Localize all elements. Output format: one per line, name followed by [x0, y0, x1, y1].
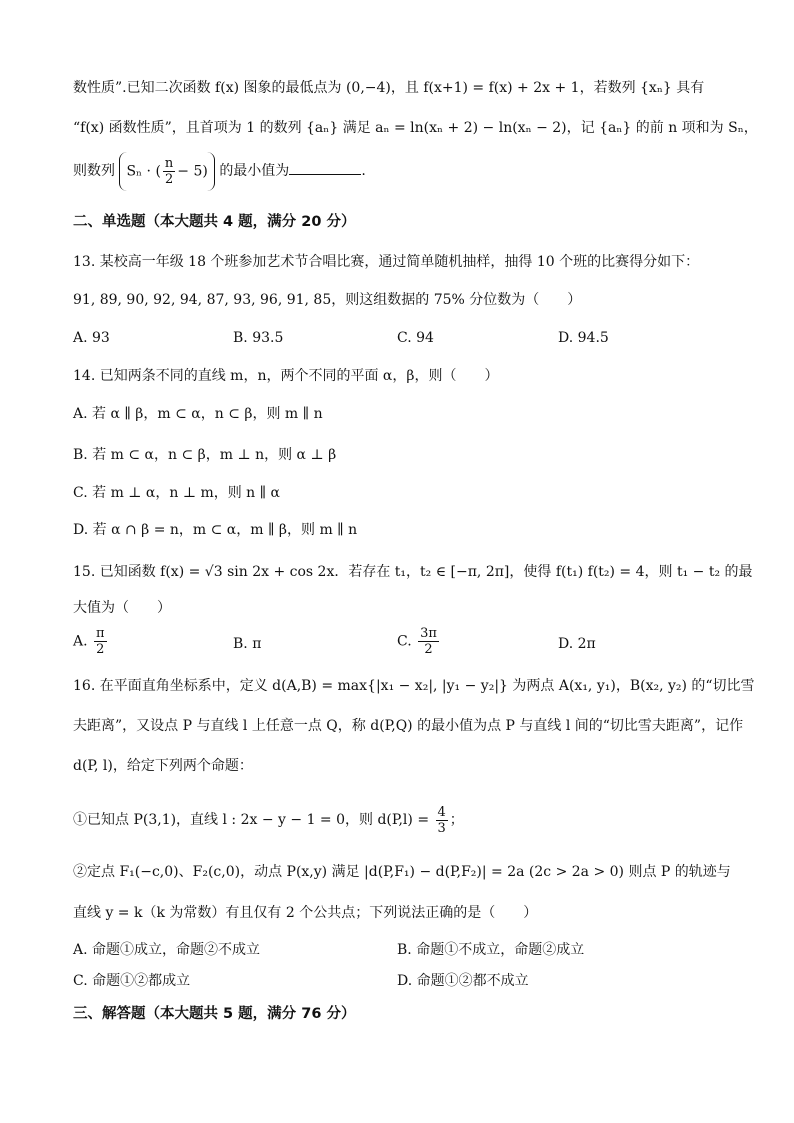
q15-option-c-label: C.: [397, 633, 412, 650]
q12-line-3-prefix: 则数列: [73, 163, 115, 179]
q13-data: 91, 89, 90, 92, 94, 87, 93, 96, 91, 85，则这组数据的 75% 分位数为（ ）: [73, 292, 582, 308]
answer-blank: [289, 160, 361, 175]
answer-blank-period: .: [361, 163, 366, 179]
q15-stem-cont: 大值为（ ）: [73, 600, 171, 616]
q15-option-c: [397, 626, 441, 657]
section-3-title: 三、解答题（本大题共 5 题，满分 76 分）: [73, 1006, 356, 1022]
q14-stem: 14. 已知两条不同的直线 m，n，两个不同的平面 α，β，则（ ）: [73, 368, 499, 384]
fraction-denominator: 2: [96, 642, 105, 657]
q15-stem: 15. 已知函数 f(x) = √3 sin 2x + cos 2x．若存在 t₁，t₂ ∈ [−π, 2π]，使得 f(t₁) f(t₂) = 4，则 t₁ − t₂ 的最: [73, 564, 753, 580]
sequence-expression: [119, 152, 214, 191]
q13-option-c: C. 94: [397, 330, 434, 346]
q16-option-d: D. 命题①②都不成立: [397, 973, 529, 989]
q12-line-1: 数性质”.已知二次函数 f(x) 图象的最低点为 (0,−4)，且 f(x+1) = f(x) + 2x + 1，若数列 {xₙ} 具有: [73, 80, 705, 96]
q13-option-a: A. 93: [73, 330, 110, 346]
q16-stem-1: 16. 在平面直角坐标系中，定义 d(A,B) = max{|x₁ − x₂|, |y₁ − y₂|} 为两点 A(x₁, y₁)，B(x₂, y₂) 的“切比雪: [73, 678, 755, 694]
q14-option-c: C. 若 m ⊥ α，n ⊥ m，则 n ∥ α: [73, 485, 281, 501]
fraction-numerator: 3π: [420, 626, 437, 641]
q16-stem-3: d(P, l)，给定下列两个命题：: [73, 758, 253, 774]
q16-proposition-1-end: ；: [449, 812, 464, 828]
q16-option-c: C. 命题①②都成立: [73, 973, 191, 989]
fraction-n-over-2: [163, 156, 175, 187]
fraction-numerator: 4: [437, 804, 446, 820]
q16-option-b: B. 命题①不成立，命题②成立: [397, 942, 585, 958]
q15-option-a-label: A.: [73, 633, 88, 650]
q13-option-b: B. 93.5: [233, 330, 284, 346]
q13-option-d: D. 94.5: [558, 330, 609, 346]
q16-proposition-1: [73, 800, 733, 840]
fraction-numerator: π: [96, 626, 105, 641]
fraction-pi-over-2: [94, 626, 107, 657]
fraction-numerator: n: [164, 155, 174, 171]
q12-line-3-suffix: 的最小值为: [219, 163, 290, 179]
fraction-3pi-over-2: [418, 626, 439, 657]
q15-option-d: D. 2π: [558, 636, 596, 652]
q14-option-b: B. 若 m ⊂ α，n ⊂ β，m ⊥ n，则 α ⊥ β: [73, 447, 337, 463]
fraction-denominator: 2: [424, 642, 433, 657]
q16-proposition-1-text: ①已知点 P(3,1)，直线 l : 2x − y − 1 = 0，则 d(P,l) =: [73, 812, 430, 828]
q15-option-a: [73, 626, 109, 657]
sequence-expr-right: − 5): [177, 163, 208, 179]
q14-option-a: A. 若 α ∥ β，m ⊂ α，n ⊂ β，则 m ∥ n: [73, 406, 323, 422]
q16-stem-2: 夫距离”，又设点 P 与直线 l 上任意一点 Q，称 d(P,Q) 的最小值为点 P 与直线 l 间的“切比雪夫距离”，记作: [73, 718, 744, 734]
fraction-denominator: 2: [164, 171, 174, 187]
q13-stem: 13. 某校高一年级 18 个班参加艺术节合唱比赛，通过简单随机抽样，抽得 10 个班的比赛得分如下：: [73, 254, 700, 270]
q15-option-b: B. π: [233, 636, 262, 652]
q14-option-d: D. 若 α ∩ β = n，m ⊂ α，m ∥ β，则 m ∥ n: [73, 522, 358, 538]
q16-option-a: A. 命题①成立，命题②不成立: [73, 942, 261, 958]
section-2-title: 二、单选题（本大题共 4 题，满分 20 分）: [73, 214, 356, 230]
q16-proposition-2-cont: 直线 y = k（k 为常数）有且仅有 2 个公共点；下列说法正确的是（ ）: [73, 905, 538, 921]
q16-proposition-2: ②定点 F₁(−c,0)、F₂(c,0)，动点 P(x,y) 满足 |d(P,F₁) − d(P,F₂)| = 2a (2c > 2a > 0) 则点 P 的轨迹与: [73, 864, 731, 880]
q12-line-2: “f(x) 函数性质”，且首项为 1 的数列 {aₙ} 满足 aₙ = ln(xₙ + 2) − ln(xₙ − 2)，记 {aₙ} 的前 n 项和为 Sₙ，: [73, 120, 758, 136]
fraction-denominator: 3: [437, 820, 446, 836]
fraction-4-over-3: [436, 805, 448, 836]
q12-line-3: [73, 150, 733, 192]
sequence-expr-left: Sₙ · (: [126, 163, 161, 179]
